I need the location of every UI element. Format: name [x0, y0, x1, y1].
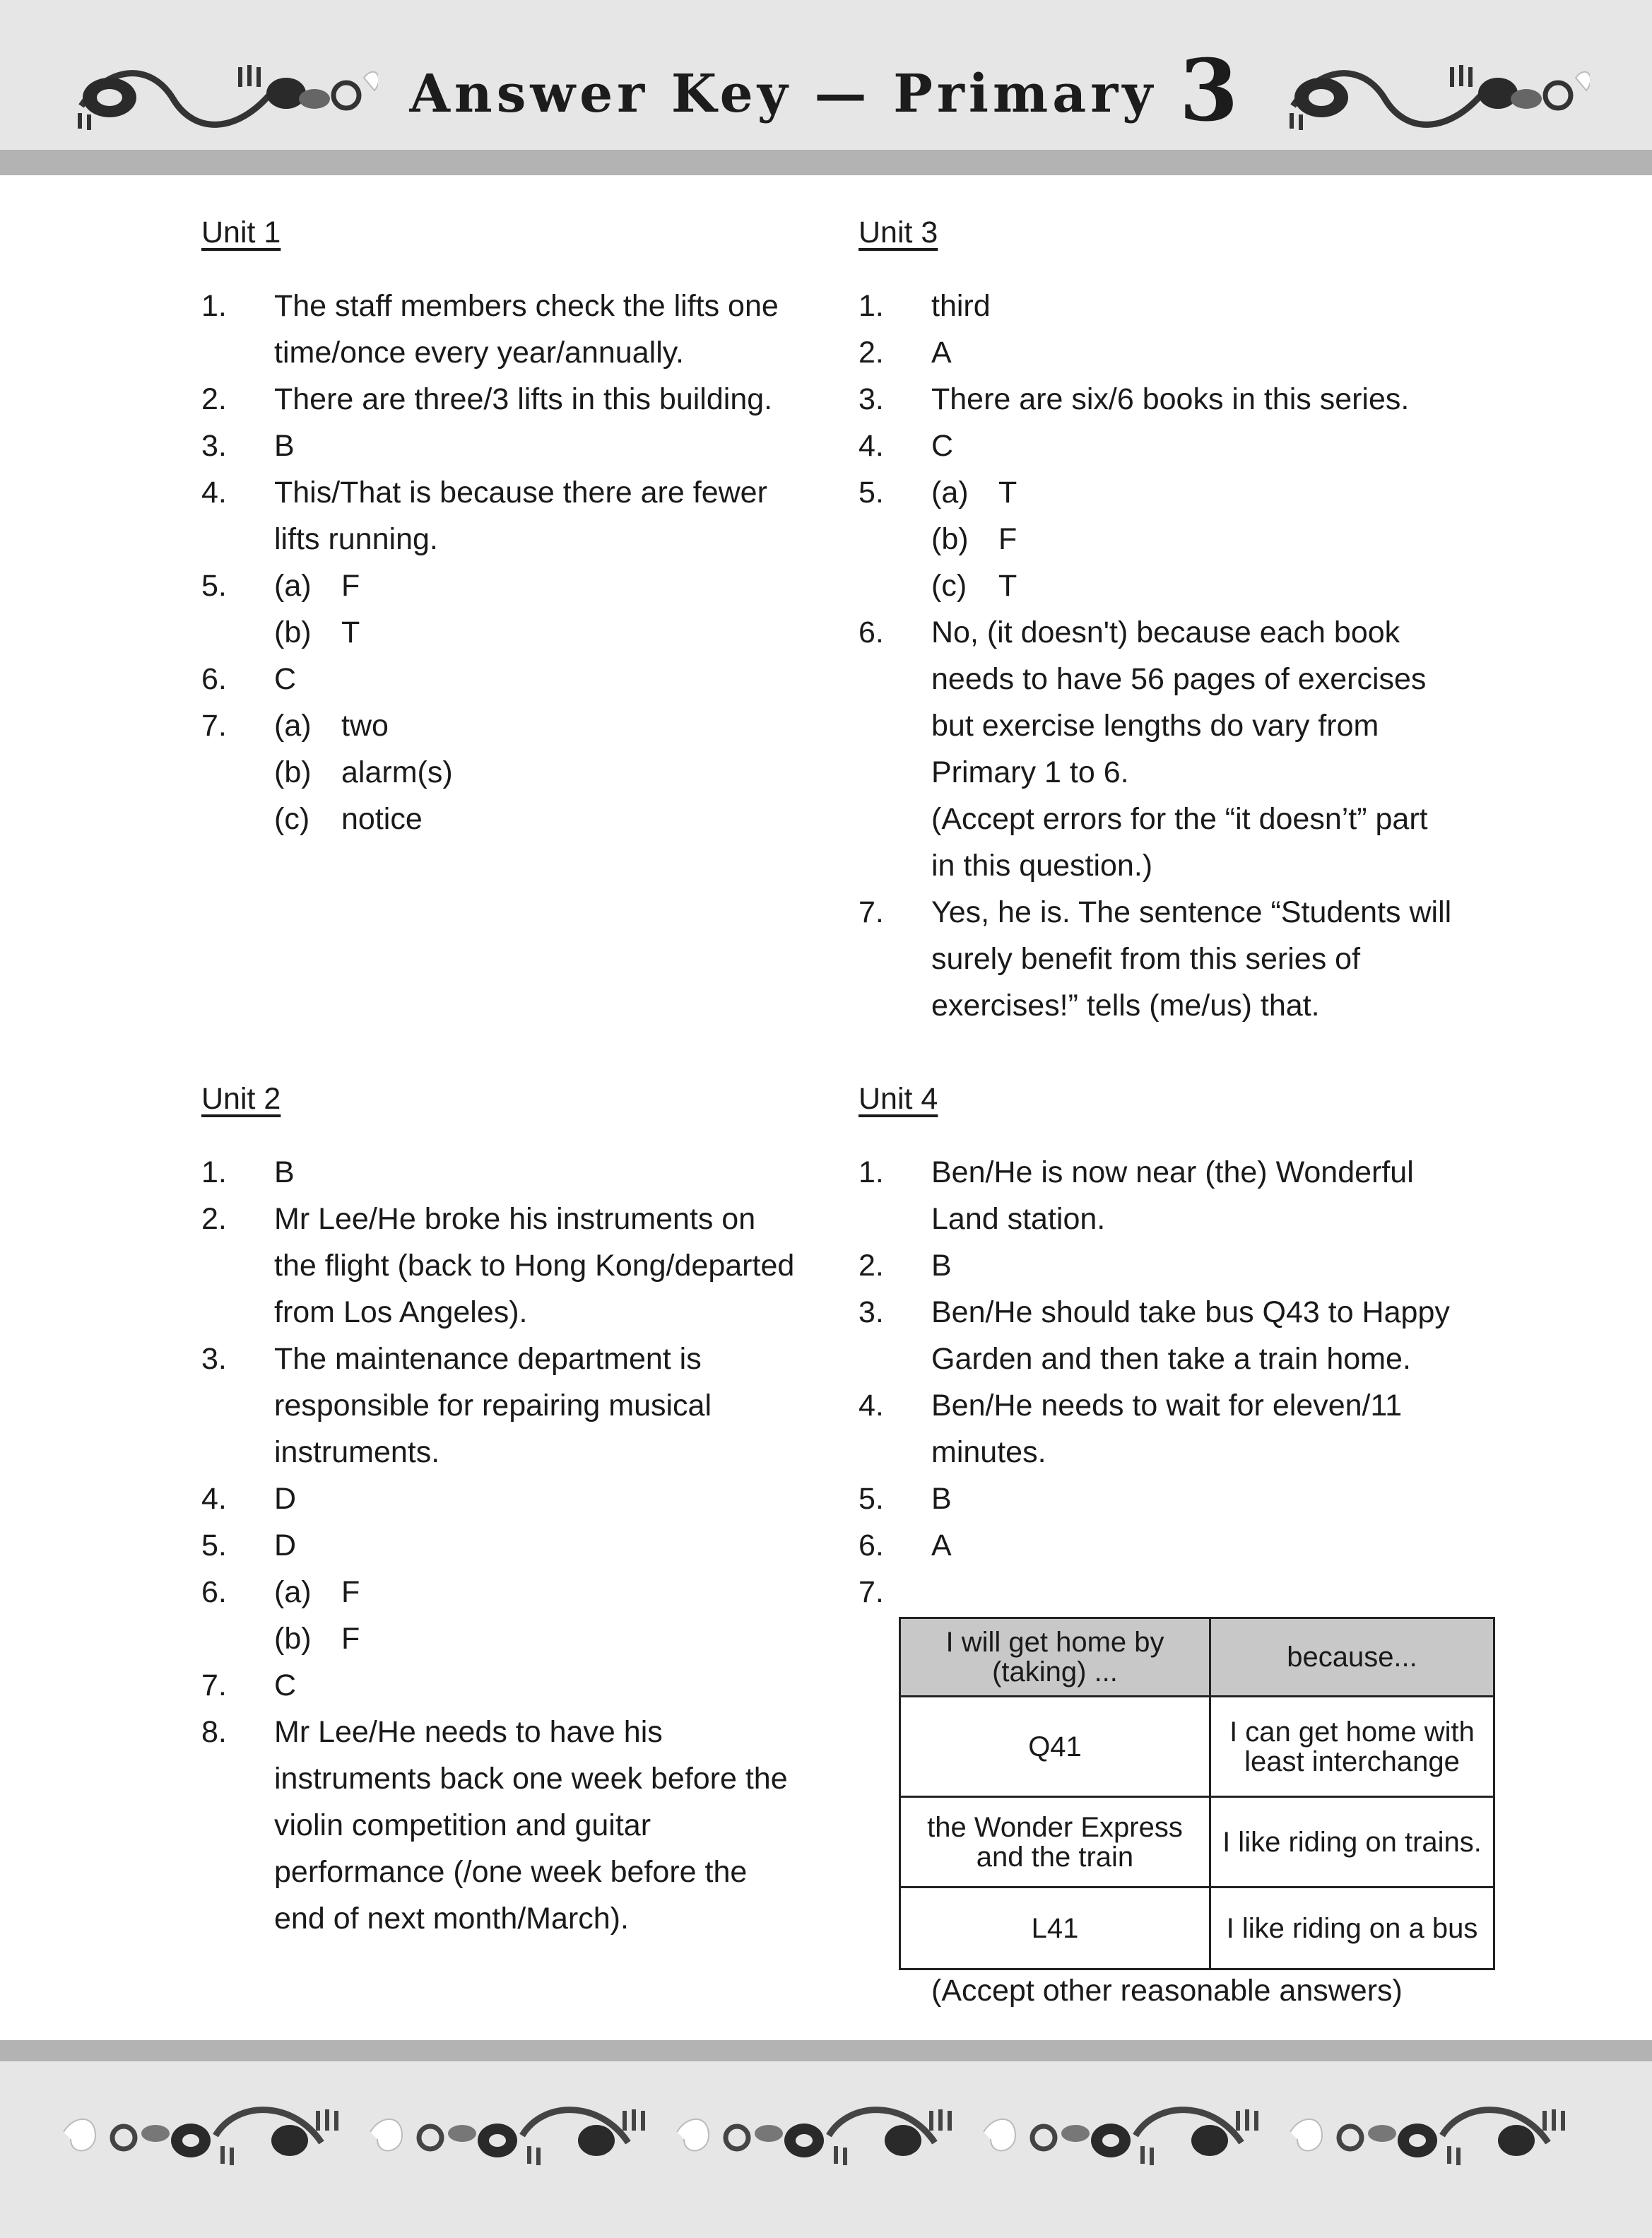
table-cell: Q41 — [900, 1697, 1210, 1797]
sub-answer — [931, 563, 1459, 609]
item-number: 1. — [201, 1155, 227, 1189]
item-number: 5. — [859, 1482, 884, 1516]
item-number: 7. — [201, 1668, 227, 1702]
page-header — [0, 0, 1652, 150]
answer-item — [201, 1569, 802, 1662]
item-number: 7. — [859, 1575, 884, 1609]
answer-item — [859, 889, 1459, 1029]
answer-item — [201, 1662, 802, 1709]
accept-note: (Accept other reasonable answers) — [931, 1974, 1403, 2008]
answer-note: (Accept errors for the “it doesn’t” part in this question.) — [931, 802, 1428, 883]
page-footer — [0, 2061, 1652, 2238]
answer-table — [899, 1617, 1495, 1970]
answer-text: The staff members check the lifts one time/once every year/annually. — [274, 289, 779, 370]
answer-item — [859, 1382, 1466, 1476]
header-rule — [0, 150, 1652, 175]
sub-text: F — [341, 569, 360, 603]
answer-text: D — [274, 1482, 297, 1516]
table-cell: the Wonder Express and the train — [900, 1797, 1210, 1887]
table-header-cell: I will get home by (taking) ... — [900, 1618, 1210, 1697]
table-header-cell: because... — [1210, 1618, 1494, 1697]
answer-text: C — [931, 429, 954, 463]
sub-label: (b) — [274, 616, 312, 649]
item-number: 6. — [859, 1529, 884, 1562]
answer-item — [859, 283, 1459, 329]
sub-text: alarm(s) — [341, 755, 453, 789]
sub-answer — [274, 702, 816, 749]
table-row — [900, 1697, 1494, 1797]
answer-item — [859, 1569, 1466, 1615]
item-number: 2. — [859, 1249, 884, 1283]
item-number: 5. — [201, 1529, 227, 1562]
answer-item — [859, 329, 1459, 376]
answer-text: The maintenance department is responsible for repairing musical instruments. — [274, 1342, 712, 1469]
sub-answer — [274, 563, 816, 609]
unit-title: Unit 3 — [859, 216, 938, 249]
answer-text: B — [931, 1249, 952, 1283]
item-number: 1. — [201, 289, 227, 323]
sub-text: two — [341, 709, 389, 743]
sub-answer — [931, 516, 1459, 563]
sub-label: (b) — [274, 755, 312, 789]
unit-4-section — [859, 1076, 1466, 1615]
item-number: 7. — [201, 709, 227, 743]
item-number: 2. — [201, 1202, 227, 1236]
sub-answer — [274, 749, 816, 796]
unit-title: Unit 4 — [859, 1082, 938, 1116]
unit-2-section — [201, 1076, 802, 1942]
answer-item — [859, 1289, 1466, 1382]
answer-text — [931, 1575, 940, 1609]
answer-text: This/That is because there are fewer lifts running. — [274, 476, 767, 556]
answer-text: Ben/He is now near (the) Wonderful Land station. — [931, 1155, 1414, 1236]
answer-item — [201, 1336, 802, 1476]
sub-label: (b) — [931, 522, 969, 556]
item-number: 6. — [201, 662, 227, 696]
item-number: 6. — [859, 616, 884, 649]
answer-item — [201, 1196, 802, 1336]
sub-label: (a) — [274, 569, 312, 603]
unit-title: Unit 2 — [201, 1082, 281, 1116]
answer-text: Mr Lee/He needs to have his instruments back one week before the violin competition and guitar performance (/one week before the end of next month/March). — [274, 1715, 788, 1936]
answer-item — [859, 376, 1459, 423]
answer-text: There are six/6 books in this series. — [931, 382, 1410, 416]
item-number: 3. — [201, 429, 227, 463]
sub-label: (c) — [931, 569, 967, 603]
answer-text: No, (it doesn't) because each book needs to have 56 pages of exercises but exercise lengths do vary from Primary 1 to 6. — [931, 616, 1427, 789]
answer-text: There are three/3 lifts in this building. — [274, 382, 773, 416]
table-row — [900, 1887, 1494, 1969]
sub-label: (b) — [274, 1622, 312, 1656]
footer-rule — [0, 2040, 1652, 2061]
sub-answer — [931, 469, 1459, 516]
answer-item — [859, 1242, 1466, 1289]
table-cell: I like riding on a bus — [1210, 1887, 1494, 1969]
item-number: 5. — [201, 569, 227, 603]
answer-text: B — [931, 1482, 952, 1516]
answer-text: C — [274, 1668, 297, 1702]
answer-text: B — [274, 1155, 295, 1189]
sub-text: F — [341, 1622, 360, 1656]
footer-ornament-icon — [57, 2097, 1597, 2174]
answer-text: Ben/He should take bus Q43 to Happy Garden and then take a train home. — [931, 1295, 1450, 1376]
sub-label: (a) — [274, 1575, 312, 1609]
sub-text: T — [998, 569, 1017, 603]
answer-text: C — [274, 662, 297, 696]
answer-text: third — [931, 289, 991, 323]
answer-item — [201, 563, 816, 656]
answer-item — [859, 609, 1459, 889]
item-number: 4. — [859, 1389, 884, 1423]
item-number: 3. — [201, 1342, 227, 1376]
item-number: 5. — [859, 476, 884, 510]
sub-answer — [274, 796, 816, 842]
answer-text: B — [274, 429, 295, 463]
answer-text: Yes, he is. The sentence “Students will surely benefit from this series of exercises!” tells (me/us) that. — [931, 895, 1452, 1023]
answer-item — [201, 1149, 802, 1196]
table-row — [900, 1797, 1494, 1887]
table-header-row — [900, 1618, 1494, 1697]
sub-text: F — [341, 1575, 360, 1609]
answer-item — [859, 1476, 1466, 1522]
answer-item — [859, 1522, 1466, 1569]
answer-item — [201, 469, 816, 563]
answer-item — [201, 1522, 802, 1569]
title-number: 3 — [1179, 41, 1243, 141]
answer-item — [859, 1149, 1466, 1242]
sub-label: (c) — [274, 802, 310, 836]
item-number: 3. — [859, 382, 884, 416]
item-number: 6. — [201, 1575, 227, 1609]
answer-item — [201, 283, 816, 376]
answer-item — [201, 656, 816, 702]
table-cell: L41 — [900, 1887, 1210, 1969]
swirl-ornament-icon — [1279, 57, 1590, 134]
title-text: Answer Key — Primary — [409, 64, 1157, 124]
sub-answer — [274, 1569, 802, 1615]
answer-item — [201, 423, 816, 469]
item-number: 1. — [859, 1155, 884, 1189]
table-cell: I can get home with least interchange — [1210, 1697, 1494, 1797]
unit-title: Unit 1 — [201, 216, 281, 249]
answer-text: Ben/He needs to wait for eleven/11 minutes. — [931, 1389, 1403, 1469]
answer-item — [201, 702, 816, 842]
item-number: 1. — [859, 289, 884, 323]
item-number: 2. — [201, 382, 227, 416]
sub-answer — [274, 1615, 802, 1662]
sub-label: (a) — [931, 476, 969, 510]
sub-answer — [274, 609, 816, 656]
item-number: 8. — [201, 1715, 227, 1749]
answer-text: A — [931, 1529, 952, 1562]
item-number: 3. — [859, 1295, 884, 1329]
sub-text: F — [998, 522, 1017, 556]
answer-text: Mr Lee/He broke his instruments on the flight (back to Hong Kong/departed from Los Angeles). — [274, 1202, 795, 1329]
answer-item — [201, 1476, 802, 1522]
sub-text: T — [341, 616, 360, 649]
item-number: 4. — [201, 1482, 227, 1516]
sub-text: notice — [341, 802, 423, 836]
sub-text: T — [998, 476, 1017, 510]
answer-item — [201, 376, 816, 423]
sub-label: (a) — [274, 709, 312, 743]
item-number: 4. — [859, 429, 884, 463]
answer-text: D — [274, 1529, 297, 1562]
answer-item — [859, 469, 1459, 609]
answer-item — [859, 423, 1459, 469]
unit-1-section — [201, 209, 816, 842]
answer-item — [201, 1709, 802, 1942]
item-number: 7. — [859, 895, 884, 929]
item-number: 2. — [859, 336, 884, 370]
table-cell: I like riding on trains. — [1210, 1797, 1494, 1887]
answer-text: A — [931, 336, 952, 370]
item-number: 4. — [201, 476, 227, 510]
unit-3-section — [859, 209, 1459, 1029]
